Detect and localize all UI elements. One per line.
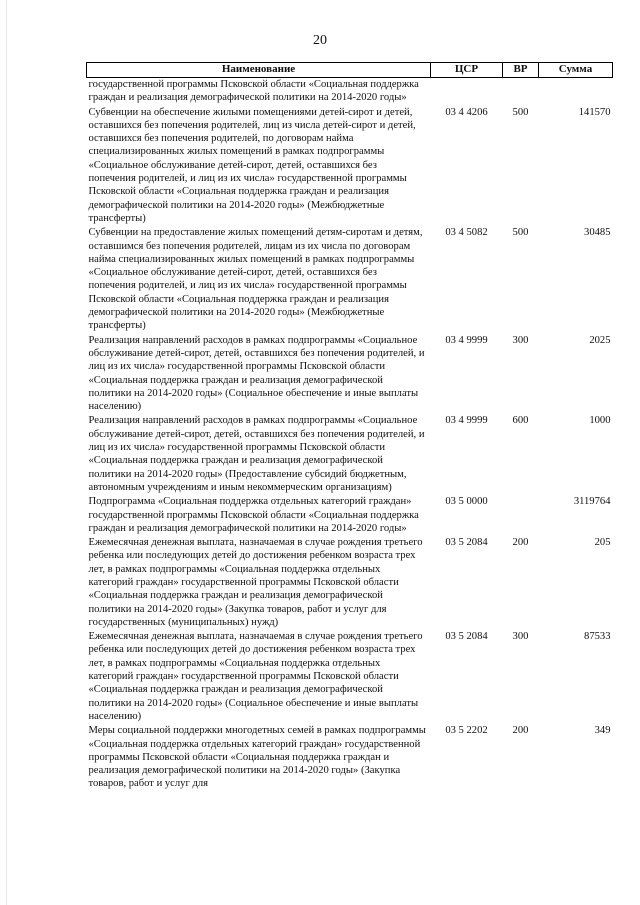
- row-vr: 500: [512, 227, 529, 239]
- row-csr: 03 5 2202: [445, 725, 488, 737]
- row-vr: [503, 78, 539, 106]
- row-csr: 03 5 2084: [445, 631, 488, 643]
- row-name: государственной программы Псковской области «Социальная поддержка граждан и реализация демографической политики на 2014-2020 годы»: [88, 79, 419, 104]
- row-sum: [539, 78, 613, 106]
- row-csr: 03 4 9999: [445, 415, 488, 427]
- table-row: [87, 536, 613, 630]
- row-vr: 300: [512, 334, 529, 346]
- row-sum: 141570: [578, 106, 611, 118]
- budget-table: [86, 62, 613, 792]
- row-vr: 500: [512, 106, 529, 118]
- header-name: Наименование: [87, 63, 431, 78]
- scan-edge-line: [6, 0, 7, 905]
- row-name: Субвенции на обеспечение жилыми помещениями детей-сирот и детей, оставшихся без попечения родителей, лиц из числа детей-сирот и детей, оставшихся без попечения родителей, по договорам найма специализированных жилых помещений в рамках подпрограммы «Социальное обслуживание детей-сирот, детей, оставшихся без попечения родителей, и лиц из их числа» государственной программы Псковской области «Социальная поддержка граждан и реализация демографической политики на 2014-2020 годы» (Межбюджетные трансферты): [88, 106, 416, 224]
- header-csr: ЦСР: [431, 63, 503, 78]
- row-sum: 205: [594, 537, 611, 549]
- row-name: Ежемесячная денежная выплата, назначаемая в случае рождения третьего ребенка или последующих детей до достижения ребенком возраста трех лет, в рамках подпрограммы «Социальная поддержка отдельных категорий граждан» государственной программы Псковской области «Социальная поддержка граждан и реализация демографической политики на 2014-2020 годы» (Закупка товаров, работ и услуг для государственных (муниципальных) нужд): [88, 537, 423, 628]
- row-sum: 87533: [584, 631, 611, 643]
- row-name: Меры социальной поддержки многодетных семей в рамках подпрограммы «Социальная поддержка отдельных категорий граждан» государственной программы Псковской области «Социальная поддержка граждан и реализация демографической политики на 2014-2020 годы» (Закупка товаров, работ и услуг для: [88, 725, 426, 790]
- row-sum: 1000: [589, 415, 611, 427]
- row-vr: [503, 495, 539, 536]
- table-row: [87, 724, 613, 791]
- row-csr: 03 4 4206: [445, 106, 488, 118]
- row-csr: 03 5 0000: [445, 496, 488, 508]
- row-csr: 03 4 9999: [445, 334, 488, 346]
- page-number: 20: [313, 33, 327, 48]
- row-sum: 3119764: [573, 496, 611, 508]
- table-row: [87, 78, 613, 106]
- header-sum: Сумма: [539, 63, 613, 78]
- row-name: Подпрограмма «Социальная поддержка отдельных категорий граждан» государственной программы Псковской области «Социальная поддержка граждан и реализация демографической политики на 2014-2020 годы»: [88, 496, 419, 534]
- row-sum: 30485: [584, 227, 611, 239]
- row-name: Субвенции на предоставление жилых помещений детям-сиротам и детям, оставшимся без попечения родителей, лицам из их числа по договорам найма специализированных жилых помещений в рамках подпрограммы «Социальное обслуживание детей-сирот, детей, оставшихся без попечения родителей, и лиц из их числа» государственной программы Псковской области «Социальная поддержка граждан и реализация демографической политики на 2014-2020 годы» (Межбюджетные трансферты): [88, 227, 423, 332]
- row-vr: 200: [512, 725, 529, 737]
- table-row: [87, 226, 613, 333]
- row-vr: 200: [512, 537, 529, 549]
- table-row: [87, 414, 613, 495]
- row-vr: 600: [512, 415, 529, 427]
- row-csr: 03 4 5082: [445, 227, 488, 239]
- header-vr: ВР: [503, 63, 539, 78]
- row-sum: 2025: [589, 334, 611, 346]
- row-csr: [431, 78, 503, 106]
- row-sum: 349: [594, 725, 611, 737]
- table-row: [87, 495, 613, 536]
- table-row: [87, 630, 613, 724]
- row-name: Ежемесячная денежная выплата, назначаемая в случае рождения третьего ребенка или последующих детей до достижения ребенком возраста трех лет, в рамках подпрограммы «Социальная поддержка отдельных категорий граждан» государственной программы Псковской области «Социальная поддержка граждан и реализация демографической политики на 2014-2020 годы» (Социальное обеспечение и иные выплаты населению): [88, 631, 423, 722]
- row-vr: 300: [512, 631, 529, 643]
- row-name: Реализация направлений расходов в рамках подпрограммы «Социальное обслуживание детей-сирот, детей, оставшихся без попечения родителей, и лиц из их числа» государственной программы Псковской области «Социальная поддержка граждан и реализация демографической политики на 2014-2020 годы» (Предоставление субсидий бюджетным, автономным учреждениям и иным некоммерческим организациям): [88, 415, 425, 493]
- table-header-row: [87, 63, 613, 78]
- table-row: [87, 106, 613, 227]
- table-row: [87, 334, 613, 415]
- row-csr: 03 5 2084: [445, 537, 488, 549]
- row-name: Реализация направлений расходов в рамках подпрограммы «Социальное обслуживание детей-сирот, детей, оставшихся без попечения родителей, и лиц из их числа» государственной программы Псковской области «Социальная поддержка граждан и реализация демографической политики на 2014-2020 годы» (Социальное обеспечение и иные выплаты населению): [88, 334, 425, 413]
